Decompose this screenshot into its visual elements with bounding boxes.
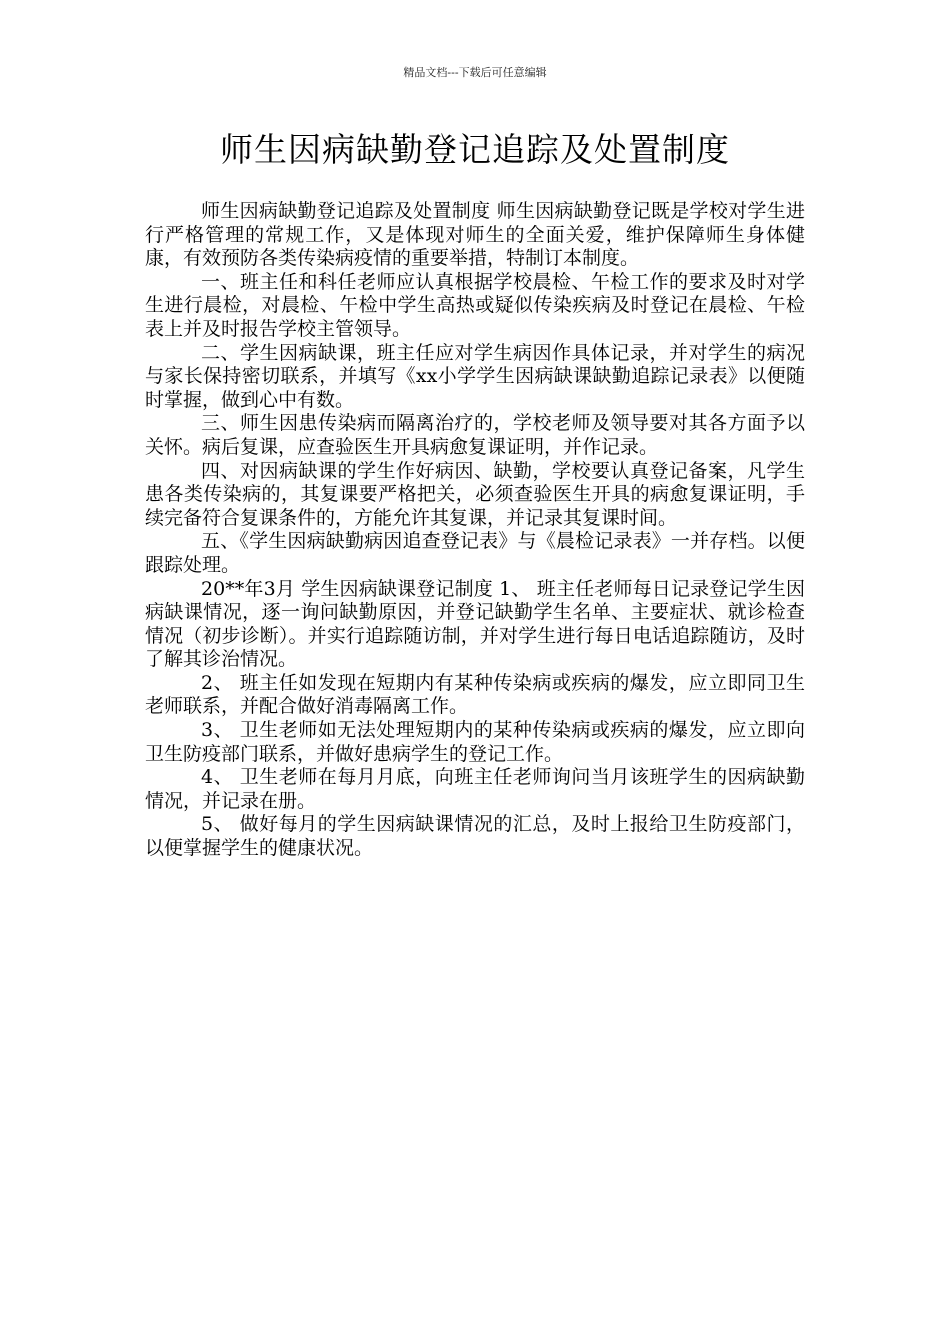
paragraph-absence-rule-1: 20**年3月 学生因病缺课登记制度 1、 班主任老师每日记录登记学生因病缺课情况，逐一询问缺勤原因，并登记缺勤学生名单、主要症状、就诊检查情况（初步诊断）。并实行追踪随访制，并对学生进行每日电话追踪随访，及时了解其诊治情况。 [145,577,805,671]
paragraph-rule-2: 二、学生因病缺课，班主任应对学生病因作具体记录，并对学生的病况与家长保持密切联系，并填写《xx小学学生因病缺课缺勤追踪记录表》以便随时掌握，做到心中有数。 [145,341,805,411]
paragraph-absence-rule-2: 2、 班主任如发现在短期内有某种传染病或疾病的爆发，应立即同卫生老师联系，并配合做好消毒隔离工作。 [145,671,805,718]
paragraph-absence-rule-4: 4、 卫生老师在每月月底，向班主任老师询问当月该班学生的因病缺勤情况，并记录在册。 [145,766,805,812]
paragraph-absence-rule-3: 3、 卫生老师如无法处理短期内的某种传染病或疾病的爆发，应立即向卫生防疫部门联系，并做好患病学生的登记工作。 [145,719,805,765]
document-body [145,200,805,861]
page-header: 精品文档---下载后可任意编辑 [403,66,547,79]
paragraph-absence-rule-5: 5、 做好每月的学生因病缺课情况的汇总，及时上报给卫生防疫部门，以便掌握学生的健康状况。 [145,813,805,860]
document-title: 师生因病缺勤登记追踪及处置制度 [220,130,730,169]
paragraph-intro: 师生因病缺勤登记追踪及处置制度 师生因病缺勤登记既是学校对学生进行严格管理的常规工作，又是体现对师生的全面关爱，维护保障师生身体健康，有效预防各类传染病疫情的重要举措，特制订本制度。 [145,200,805,270]
paragraph-rule-3: 三、师生因患传染病而隔离治疗的，学校老师及领导要对其各方面予以关怀。病后复课，应查验医生开具病愈复课证明，并作记录。 [145,412,805,458]
paragraph-rule-5: 五、《学生因病缺勤病因追查登记表》与《晨检记录表》一并存档。以便跟踪处理。 [145,530,805,576]
paragraph-rule-4: 四、对因病缺课的学生作好病因、缺勤，学校要认真登记备案，凡学生患各类传染病的，其复课要严格把关，必须查验医生开具的病愈复课证明，手续完备符合复课条件的，方能允许其复课，并记录其复课时间。 [145,459,805,529]
paragraph-rule-1: 一、班主任和科任老师应认真根据学校晨检、午检工作的要求及时对学生进行晨检，对晨检、午检中学生高热或疑似传染疾病及时登记在晨检、午检表上并及时报告学校主管领导。 [145,270,805,340]
